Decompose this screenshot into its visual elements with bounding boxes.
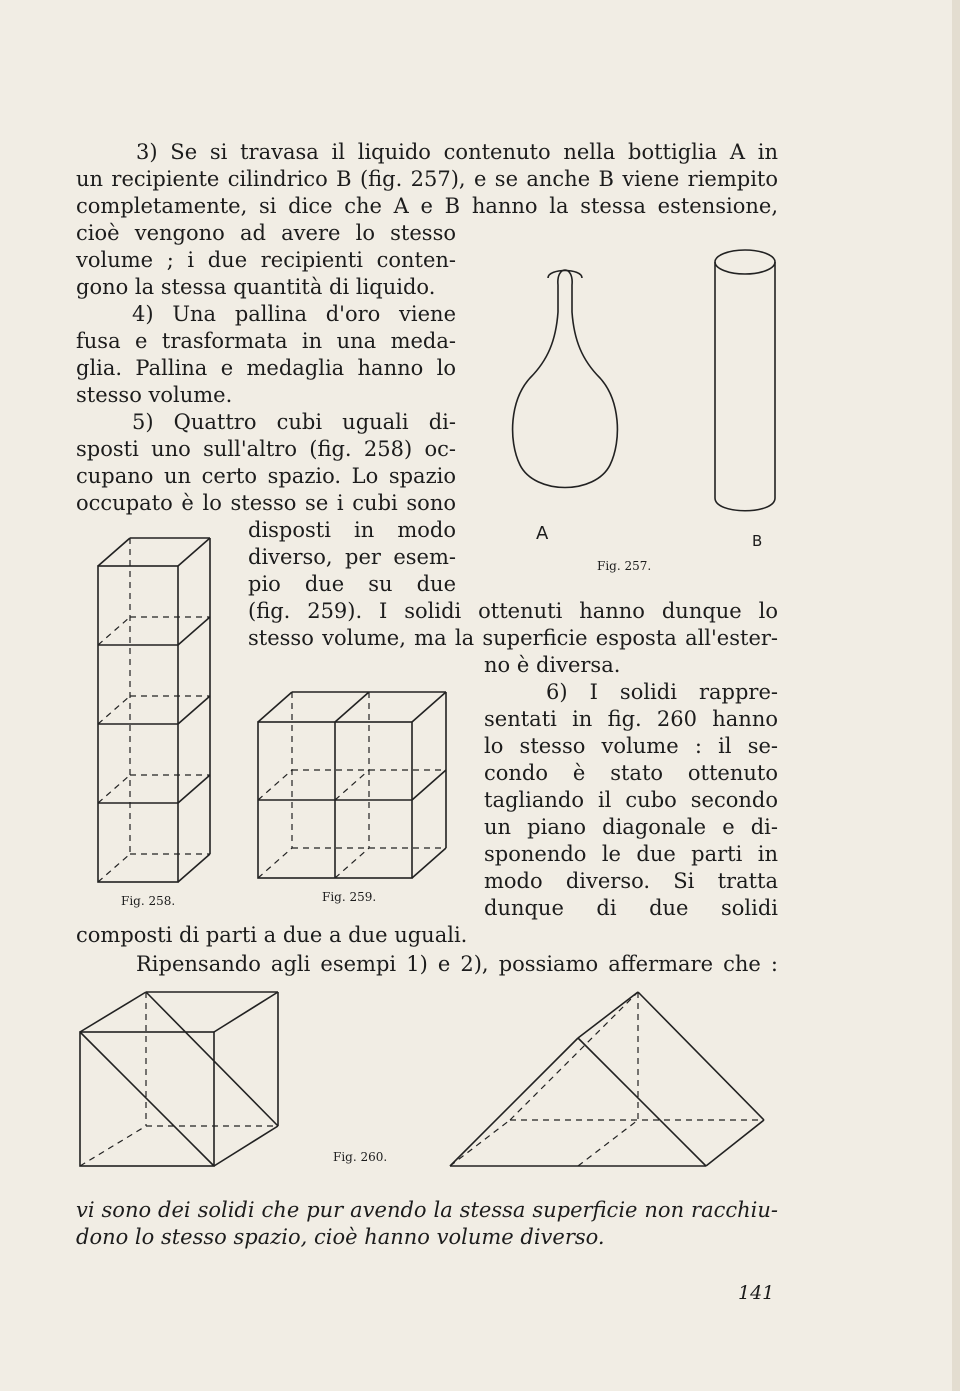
text-line: gono la stessa quantità di liquido. [76,275,436,299]
text-line: Ripensando agli esempi 1) e 2), possiamo affermare che : [136,952,778,976]
fig-258-drawing [92,532,222,892]
text-line: glia. Pallina e medaglia hanno lo [76,356,456,380]
fig-258-caption: Fig. 258. [121,894,176,908]
text-line: condo è stato ottenuto [484,761,778,785]
text-line: sponendo le due parti in [484,842,778,866]
page-number: 141 [738,1282,775,1304]
fig-257-drawing [470,240,790,530]
text-line: (fig. 259). I solidi ottenuti hanno dunque lo [248,599,778,623]
bottle-a [513,270,618,488]
text-line: 5) Quattro cubi uguali di- [132,410,456,434]
text-line: 4) Una pallina d'oro viene [132,302,456,326]
text-line: 6) I solidi rappre- [546,680,778,704]
label-a: A [536,523,549,544]
text-line: modo diverso. Si tratta [484,869,778,893]
label-b: B [752,532,763,550]
fig-259-caption: Fig. 259. [322,890,377,904]
page-edge [952,0,960,1391]
text-line: occupato è lo stesso se i cubi sono [76,491,456,515]
fig-259-drawing [252,686,452,886]
fig-260-caption: Fig. 260. [333,1150,388,1164]
text-line: composti di parti a due a due uguali. [76,923,468,947]
text-line: diverso, per esem- [248,545,456,569]
text-line: lo stesso volume : il se- [484,734,778,758]
fig-260-drawing-prism [438,986,778,1176]
text-line: no è diversa. [484,653,621,677]
text-line: stesso volume, ma la superficie esposta all'ester- [248,626,778,650]
text-line: un recipiente cilindrico B (fig. 257), e se anche B viene riempito [76,167,778,191]
text-line: volume ; i due recipienti conten- [76,248,456,272]
text-line: cioè vengono ad avere lo stesso [76,221,456,245]
text-line: tagliando il cubo secondo [484,788,778,812]
text-line: cupano un certo spazio. Lo spazio [76,464,456,488]
conclusion-line: dono lo stesso spazio, cioè hanno volume diverso. [76,1225,605,1249]
text-line: stesso volume. [76,383,233,407]
text-line: disposti in modo [248,518,456,542]
text-line: sposti uno sull'altro (fig. 258) oc- [76,437,456,461]
cylinder-b [715,250,775,511]
text-line: dunque di due solidi [484,896,778,920]
text-line: sentati in fig. 260 hanno [484,707,778,731]
conclusion-line: vi sono dei solidi che pur avendo la stessa superficie non racchiu- [76,1198,778,1222]
text-line: 3) Se si travasa il liquido contenuto nella bottiglia A in [136,140,778,164]
fig-257-caption: Fig. 257. [597,559,652,573]
text-line: completamente, si dice che A e B hanno la stessa estensione, [76,194,778,218]
text-line: un piano diagonale e di- [484,815,778,839]
text-line: fusa e trasformata in una meda- [76,329,456,353]
fig-260-drawing-cube [74,986,284,1176]
text-line: pio due su due [248,572,456,596]
